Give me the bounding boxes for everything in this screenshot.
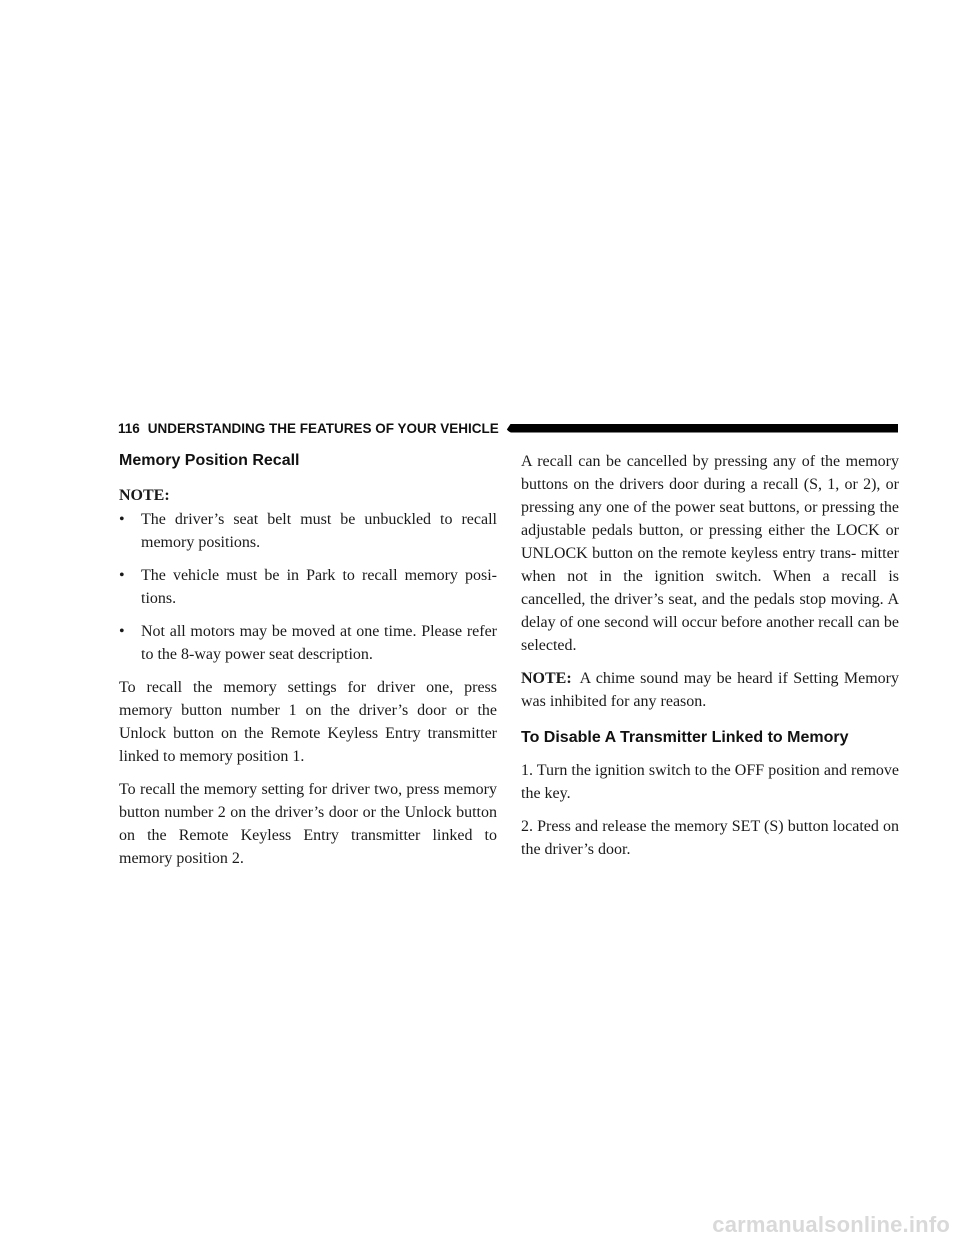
list-item	[119, 620, 497, 666]
list-item-text: Not all motors may be moved at one time. Please refer to the 8-way power seat description.	[141, 623, 497, 663]
note-paragraph	[521, 667, 899, 713]
left-column	[119, 450, 497, 880]
note-label: NOTE:	[521, 670, 572, 687]
paragraph-driver-one: To recall the memory settings for driver one, press memory button number 1 on the driver’s door or the Unlock button on the Remote Keyless Entry transmitter linked to memory position 1.	[119, 679, 497, 765]
list-item	[119, 508, 497, 554]
paragraph-driver-two: To recall the memory setting for driver two, press memory button number 2 on the driver’s door or the Unlock button on the Remote Keyless Entry transmitter linked to memory position 2.	[119, 781, 497, 867]
bullet-icon: •	[119, 623, 125, 640]
chapter-title: UNDERSTANDING THE FEATURES OF YOUR VEHICLE	[147, 420, 499, 436]
page-number: 116	[118, 420, 140, 436]
watermark: carmanualsonline.info	[712, 1212, 950, 1237]
step-2: 2. Press and release the memory SET (S) button located on the driver’s door.	[521, 818, 899, 858]
section-heading-memory-position-recall: Memory Position Recall	[119, 452, 300, 469]
note-label: NOTE:	[119, 487, 170, 504]
note-text: A chime sound may be heard if Setting Memory was inhibited for any reason.	[521, 670, 899, 710]
bullet-icon: •	[119, 567, 125, 584]
page-header	[118, 418, 898, 438]
page-footer	[0, 1212, 960, 1242]
bullet-icon: •	[119, 511, 125, 528]
list-item	[119, 564, 497, 610]
note-bullet-list	[119, 508, 497, 666]
paragraph-recall-cancel: A recall can be cancelled by pressing any of the memory buttons on the drivers door during a recall (S, 1, or 2), or pressing any one of the power seat buttons, or pressing the adjustable pedals button, or pressing either the LOCK or UNLOCK button on the remote keyless entry trans- mitter when not in the ignition switch. When a recall is cancelled, the driver’s seat, and the pedals stop moving. A delay of one second will occur before another recall can be selected.	[521, 453, 899, 654]
section-heading-disable-transmitter: To Disable A Transmitter Linked to Memory	[521, 729, 849, 746]
list-item-text: The driver’s seat belt must be unbuckled to recall memory positions.	[141, 511, 497, 551]
header-rule	[505, 424, 898, 433]
list-item-text: The vehicle must be in Park to recall memory posi- tions.	[141, 567, 497, 607]
step-1: 1. Turn the ignition switch to the OFF position and remove the key.	[521, 762, 899, 802]
right-column	[521, 450, 899, 871]
